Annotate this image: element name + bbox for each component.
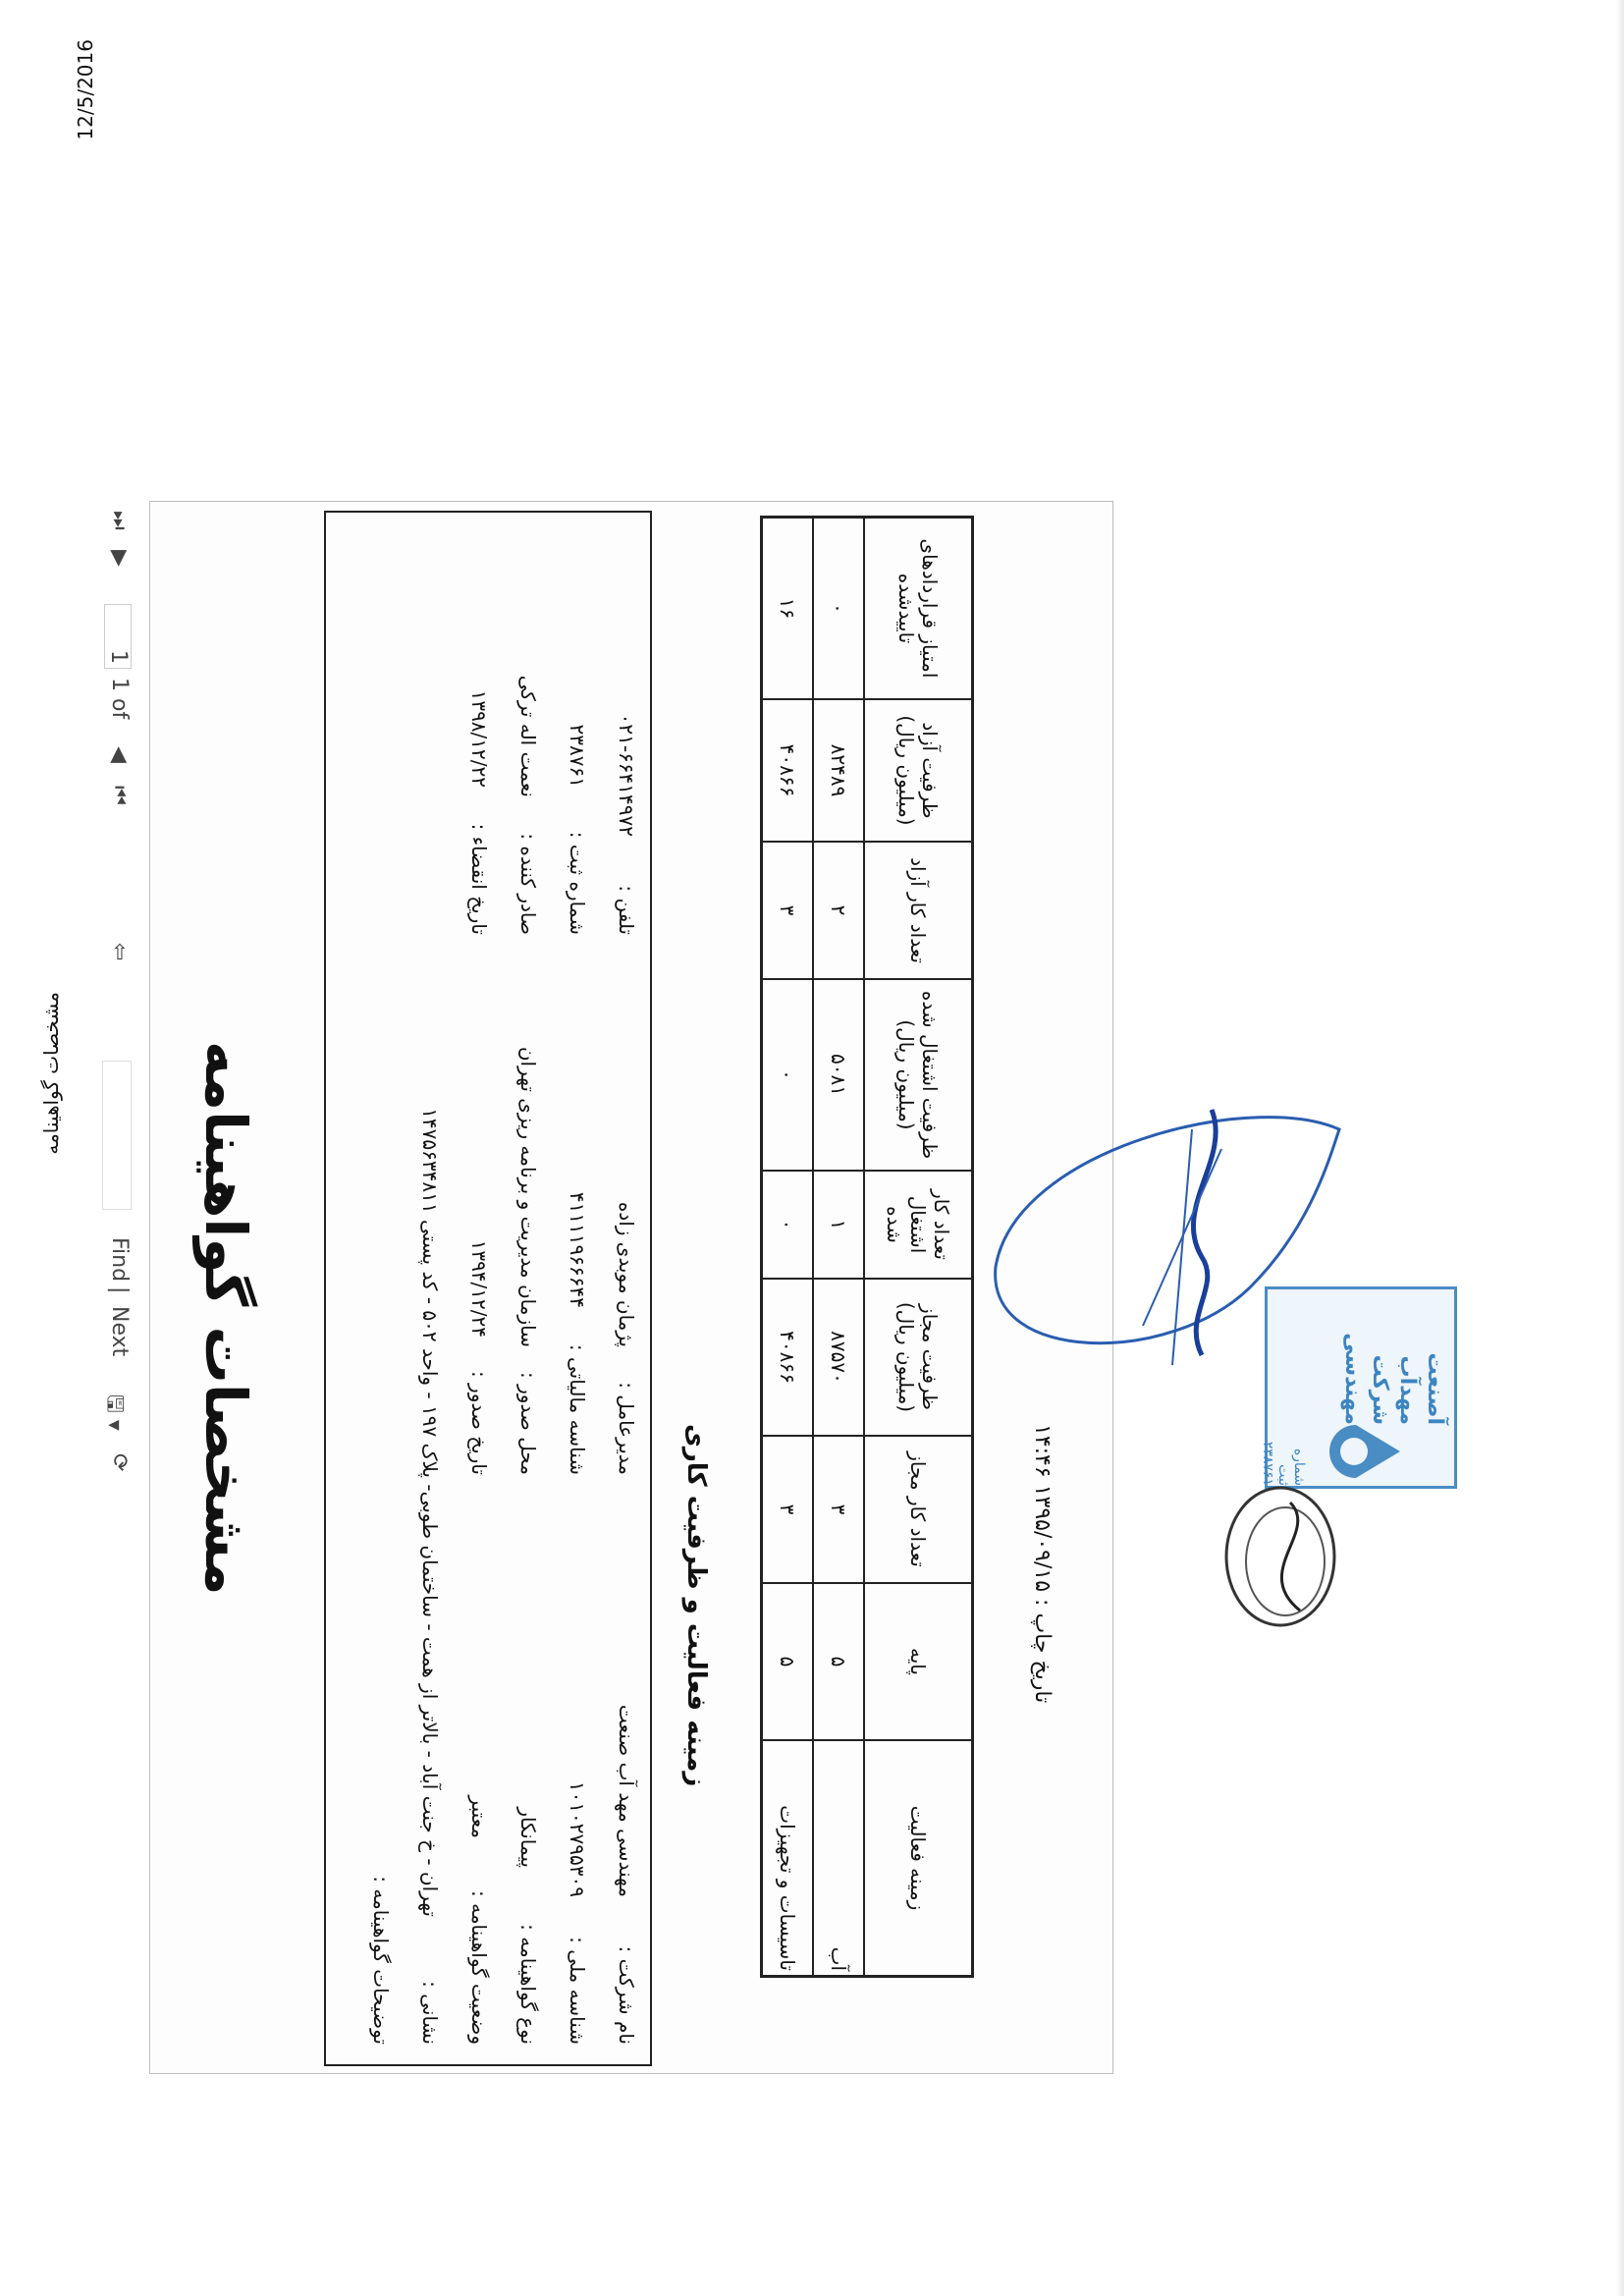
print-date-footer	[1030, 1424, 1055, 1703]
table-cell: ۸۲۴۸۹	[813, 699, 864, 842]
issue-date-label: تاریخ صدور :	[467, 1370, 491, 1475]
table-cell: ۸۷۵۷۰	[813, 1279, 864, 1436]
national-id-value: ۱۰۱۰۲۷۹۵۳۰۹	[566, 1780, 589, 1897]
blue-signature	[976, 1070, 1369, 1385]
table-cell: ۴۰۸۶۶	[762, 699, 814, 842]
section-title: زمینه فعالیت و ظرفیت کاری	[681, 1424, 711, 1787]
header-cell: زمینه فعالیت	[864, 1740, 973, 1977]
last-page-icon[interactable]: ⏭	[107, 511, 132, 530]
table-cell: ۰	[813, 518, 864, 700]
info-row-6	[353, 532, 393, 2045]
window-title: مشخصات گواهینامه	[39, 992, 63, 1155]
cert-type-value: پیمانکار	[516, 1807, 540, 1868]
back-icon[interactable]: ⇦	[107, 943, 132, 961]
report-toolbar	[82, 511, 151, 1915]
find-input[interactable]	[102, 1061, 132, 1210]
company-value: مهندسی مهد آب صنعت	[615, 1704, 638, 1897]
header-cell: پایه	[864, 1583, 973, 1740]
expiry-value: ۱۳۹۸/۱۲/۲۲	[467, 689, 491, 788]
table-cell: تاسیسات و تجهیزات	[762, 1740, 814, 1977]
status-label: وضعیت گواهینامه :	[467, 1890, 491, 2045]
page-of-label: 1 of	[107, 678, 132, 720]
reg-no-label: شماره ثبت :	[566, 831, 589, 935]
tax-id-label: شناسه مالیاتی :	[566, 1343, 589, 1475]
address-label: نشانی :	[418, 1981, 442, 2045]
stamp-text: آصنعت مهدآب شرکت مهندسی	[1340, 1333, 1447, 1425]
print-date-label: تاریخ چاپ :	[1030, 1599, 1055, 1704]
table-cell: ۳	[762, 1436, 814, 1583]
export-icon[interactable]: 🖫 ▾	[102, 1394, 127, 1431]
scan-edge	[1616, 0, 1624, 2296]
expiry-label: تاریخ انقضاء :	[467, 823, 491, 935]
header-cell: تعداد کار مجاز	[864, 1436, 973, 1583]
find-link[interactable]: Find	[107, 1237, 132, 1283]
info-row-5	[403, 532, 442, 2045]
phone-label: تلفن :	[615, 885, 638, 935]
company-label: نام شرکت :	[615, 1945, 638, 2045]
issue-place-label: محل صدور :	[516, 1371, 540, 1475]
prev-page-icon[interactable]: ◀	[107, 746, 132, 763]
table-cell: ۰	[762, 979, 814, 1171]
header-cell: ظرفیت اشتغال شده (میلیون ریال)	[864, 979, 973, 1171]
issuer-value: نعمت اله ترکی	[516, 675, 540, 797]
info-row-2	[550, 532, 589, 2045]
ceo-label: مدیرعامل :	[615, 1382, 638, 1475]
national-id-label: شناسه ملی :	[566, 1937, 589, 2045]
next-link[interactable]: Next	[107, 1306, 132, 1357]
table-cell: ۰	[762, 1171, 814, 1279]
table-header-row	[864, 518, 973, 1977]
table-cell: ۳	[813, 1436, 864, 1583]
info-row-1	[599, 532, 638, 2045]
ceo-value: پژمان موبدی زاده	[615, 1201, 638, 1347]
tax-id-value: ۴۱۱۱۱۹۶۶۶۴۴	[566, 1191, 589, 1308]
page-number-input[interactable]: 1	[104, 604, 132, 669]
toolbar-separator: |	[107, 1286, 132, 1294]
certificate-info-box	[324, 511, 652, 2066]
header-cell: تعداد کار آزاد	[864, 842, 973, 979]
first-page-icon[interactable]: ⏮	[107, 786, 132, 805]
issue-place-value: سازمان مدیریت و برنامه ریزی تهران	[516, 1046, 540, 1347]
phone-value: ۰۲۱-۶۶۴۱۴۹۷۲	[615, 713, 638, 837]
next-page-icon[interactable]: ▶	[107, 550, 132, 567]
issue-date-value: ۱۳۹۴/۱۲/۲۴	[467, 1239, 491, 1338]
issuer-label: صادر کننده :	[516, 833, 540, 935]
reg-no-value: ۲۳۸۷۶۱	[566, 724, 589, 788]
table-cell: آب	[813, 1740, 864, 1977]
print-date: 12/5/2016	[74, 39, 97, 140]
table-cell: ۱	[813, 1171, 864, 1279]
table-cell: ۴۰۸۶۶	[762, 1279, 814, 1436]
table-cell: ۲	[813, 842, 864, 979]
status-value: معتبر	[467, 1795, 491, 1838]
cert-type-label: نوع گواهینامه :	[516, 1924, 540, 2045]
address-value: تهران - خ جنت آباد - بالاتر از همت - ساختمان طوبی- پلاک ۱۹۷ - واحد ۵۰۲ - کد پستی ۱۴۷۵۶۳۴۸۱۱	[418, 1108, 442, 1917]
black-signature	[1202, 1473, 1359, 1640]
report-title: مشخصات گواهینامه	[192, 1041, 259, 1596]
table-cell: ۳	[762, 842, 814, 979]
table-cell: ۵	[762, 1583, 814, 1740]
table-row	[813, 518, 864, 1977]
stamp-reg: شماره ثبت ۲۳۸۷۶۱	[1260, 1441, 1307, 1486]
refresh-icon[interactable]: ⟳	[107, 1453, 132, 1472]
table-cell: ۵	[813, 1583, 864, 1740]
header-cell: تعداد کار اشتغال شده	[864, 1171, 973, 1279]
info-row-4	[452, 532, 491, 2045]
header-cell: ظرفیت مجاز (میلیون ریال)	[864, 1279, 973, 1436]
header-cell: ظرفیت آزاد (میلیون ریال)	[864, 699, 973, 842]
table-cell: ۵۰۸۱	[813, 979, 864, 1171]
info-row-3	[501, 532, 540, 2045]
table-cell: ۱۶	[762, 518, 814, 700]
print-date-value: ۱۳۹۵/۰۹/۱۵ ۱۴:۴۶	[1030, 1424, 1055, 1593]
header-cell: امتیاز قراردادهای تاییدشده	[864, 518, 973, 700]
activity-table	[760, 516, 974, 1978]
notes-label: توضیحات گواهینامه :	[369, 1876, 393, 2045]
table-row	[762, 518, 814, 1977]
